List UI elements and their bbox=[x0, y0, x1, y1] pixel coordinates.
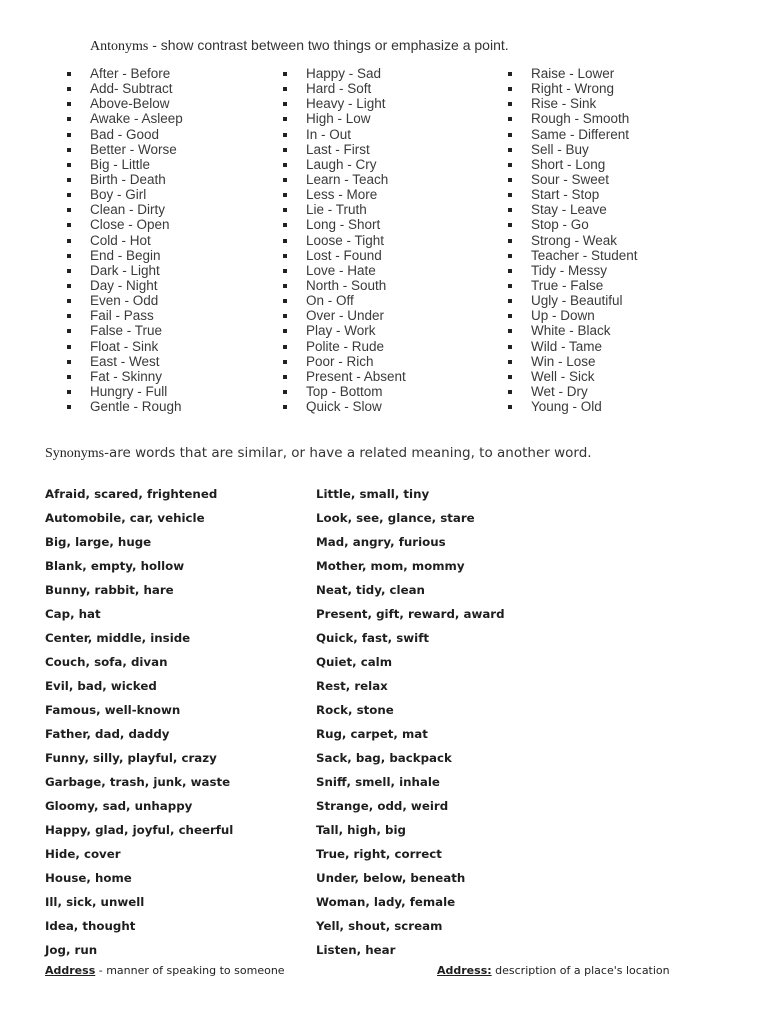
bullet-square-icon bbox=[67, 239, 71, 243]
bullet-square-icon bbox=[508, 117, 512, 121]
antonym-pair bbox=[283, 354, 406, 369]
antonym-pair-text: Boy - Girl bbox=[90, 187, 147, 203]
bullet-square-icon bbox=[67, 360, 71, 364]
bullet-square-icon bbox=[283, 148, 287, 152]
antonym-pair bbox=[508, 96, 638, 111]
bullet-square-icon bbox=[67, 87, 71, 91]
antonym-pair-text: Poor - Rich bbox=[306, 353, 374, 369]
bullet-square-icon bbox=[508, 360, 512, 364]
antonym-pair bbox=[67, 202, 183, 217]
bullet-square-icon bbox=[67, 284, 71, 288]
antonym-pair bbox=[67, 293, 183, 308]
antonym-pair bbox=[508, 187, 638, 202]
bullet-square-icon bbox=[508, 299, 512, 303]
synonym-group: Sniff, smell, inhale bbox=[316, 775, 440, 789]
antonym-pair bbox=[508, 248, 638, 263]
bullet-square-icon bbox=[508, 102, 512, 106]
antonym-pair-text: North - South bbox=[306, 277, 387, 293]
bullet-square-icon bbox=[283, 133, 287, 137]
synonym-group: Ill, sick, unwell bbox=[45, 895, 145, 909]
synonym-group: Mother, mom, mommy bbox=[316, 559, 465, 573]
bullet-square-icon bbox=[283, 329, 287, 333]
antonym-pair-text: True - False bbox=[531, 277, 604, 293]
antonym-pair bbox=[283, 127, 406, 142]
bullet-square-icon bbox=[508, 72, 512, 76]
bullet-square-icon bbox=[508, 375, 512, 379]
antonym-pair bbox=[67, 66, 183, 81]
bullet-square-icon bbox=[67, 148, 71, 152]
antonym-pair bbox=[508, 172, 638, 187]
antonym-pair-text: Tidy - Messy bbox=[531, 262, 608, 278]
bullet-square-icon bbox=[283, 254, 287, 258]
antonym-pair bbox=[67, 172, 183, 187]
antonym-pair-text: Stay - Leave bbox=[531, 202, 607, 218]
synonym-group: Under, below, beneath bbox=[316, 871, 466, 885]
bullet-square-icon bbox=[67, 72, 71, 76]
synonym-group: Hide, cover bbox=[45, 847, 121, 861]
antonym-pair bbox=[67, 263, 183, 278]
antonym-pair-text: On - Off bbox=[306, 293, 354, 309]
antonym-pair-text: Happy - Sad bbox=[306, 66, 382, 81]
antonym-pair bbox=[508, 142, 638, 157]
antonym-pair-text: Hungry - Full bbox=[90, 383, 168, 399]
bullet-square-icon bbox=[67, 329, 71, 333]
bullet-square-icon bbox=[283, 87, 287, 91]
synonyms-heading bbox=[45, 445, 592, 462]
antonym-pair-text: After - Before bbox=[90, 66, 171, 81]
antonym-pair-text: Short - Long bbox=[531, 156, 606, 172]
antonym-pair-text: In - Out bbox=[306, 126, 352, 142]
bullet-square-icon bbox=[283, 269, 287, 273]
synonym-group: Idea, thought bbox=[45, 919, 136, 933]
synonym-group: Afraid, scared, frightened bbox=[45, 487, 218, 501]
bullet-square-icon bbox=[67, 208, 71, 212]
bullet-square-icon bbox=[283, 239, 287, 243]
antonym-pair-text: Sell - Buy bbox=[531, 141, 589, 157]
antonyms-term: Antonyms bbox=[90, 39, 149, 54]
synonym-group: Gloomy, sad, unhappy bbox=[45, 799, 193, 813]
antonym-pair-text: Strong - Weak bbox=[531, 232, 618, 248]
antonym-pair-text: Quick - Slow bbox=[306, 399, 382, 415]
antonym-pair bbox=[508, 384, 638, 399]
synonym-group: Woman, lady, female bbox=[316, 895, 456, 909]
synonym-group: Mad, angry, furious bbox=[316, 535, 446, 549]
antonym-pair bbox=[283, 323, 406, 338]
antonym-pair bbox=[67, 81, 183, 96]
antonym-pair bbox=[283, 202, 406, 217]
bullet-square-icon bbox=[67, 299, 71, 303]
synonym-group: Big, large, huge bbox=[45, 535, 152, 549]
bullet-square-icon bbox=[67, 254, 71, 258]
antonym-pair bbox=[508, 293, 638, 308]
address-definition-1 bbox=[45, 964, 285, 977]
synonym-group: Automobile, car, vehicle bbox=[45, 511, 205, 525]
antonym-pair-text: Rise - Sink bbox=[531, 96, 597, 112]
antonyms-column-1 bbox=[67, 66, 183, 414]
antonym-pair bbox=[67, 96, 183, 111]
antonym-pair-text: Start - Stop bbox=[531, 187, 600, 203]
antonym-pair-text: Well - Sick bbox=[531, 368, 595, 384]
antonym-pair bbox=[283, 399, 406, 414]
antonyms-heading bbox=[90, 37, 509, 55]
address-word: Address bbox=[45, 964, 96, 977]
antonym-pair bbox=[508, 202, 638, 217]
synonym-group: Rest, relax bbox=[316, 679, 388, 693]
synonym-group: Sack, bag, backpack bbox=[316, 751, 452, 765]
bullet-square-icon bbox=[67, 345, 71, 349]
antonym-pair bbox=[508, 127, 638, 142]
antonym-pair bbox=[67, 323, 183, 338]
antonym-pair bbox=[67, 384, 183, 399]
synonym-group: Center, middle, inside bbox=[45, 631, 191, 645]
bullet-square-icon bbox=[283, 284, 287, 288]
address-separator: - bbox=[95, 964, 107, 977]
antonyms-column-2 bbox=[283, 66, 406, 414]
antonym-pair-text: Close - Open bbox=[90, 217, 170, 233]
antonym-pair-text: Teacher - Student bbox=[531, 247, 638, 263]
antonym-pair bbox=[283, 339, 406, 354]
synonym-group: True, right, correct bbox=[316, 847, 442, 861]
synonym-group: Happy, glad, joyful, cheerful bbox=[45, 823, 234, 837]
synonym-group: Rock, stone bbox=[316, 703, 394, 717]
bullet-square-icon bbox=[67, 390, 71, 394]
synonym-group: Little, small, tiny bbox=[316, 487, 430, 501]
antonym-pair-text: End - Begin bbox=[90, 247, 161, 263]
antonym-pair bbox=[283, 217, 406, 232]
antonym-pair bbox=[67, 354, 183, 369]
antonym-pair bbox=[67, 127, 183, 142]
bullet-square-icon bbox=[508, 239, 512, 243]
synonyms-term: Synonyms bbox=[45, 446, 105, 461]
antonym-pair-text: Young - Old bbox=[531, 399, 602, 415]
synonym-group: Blank, empty, hollow bbox=[45, 559, 185, 573]
antonym-pair bbox=[67, 339, 183, 354]
antonym-pair-text: Even - Odd bbox=[90, 293, 159, 309]
antonym-pair-text: Heavy - Light bbox=[306, 96, 386, 112]
antonym-pair bbox=[508, 323, 638, 338]
synonym-group: Couch, sofa, divan bbox=[45, 655, 168, 669]
bullet-square-icon bbox=[283, 345, 287, 349]
antonym-pair-text: Wild - Tame bbox=[531, 338, 603, 354]
antonym-pair-text: Love - Hate bbox=[306, 262, 376, 278]
bullet-square-icon bbox=[67, 314, 71, 318]
antonym-pair-text: Win - Lose bbox=[531, 353, 596, 369]
antonym-pair bbox=[508, 399, 638, 414]
bullet-square-icon bbox=[283, 223, 287, 227]
bullet-square-icon bbox=[283, 72, 287, 76]
antonym-pair-text: Float - Sink bbox=[90, 338, 159, 354]
antonym-pair-text: Less - More bbox=[306, 187, 378, 203]
bullet-square-icon bbox=[67, 102, 71, 106]
antonym-pair bbox=[508, 233, 638, 248]
antonym-pair-text: Fail - Pass bbox=[90, 308, 154, 324]
bullet-square-icon bbox=[283, 405, 287, 409]
antonym-pair bbox=[283, 293, 406, 308]
antonym-pair-text: Laugh - Cry bbox=[306, 156, 377, 172]
antonym-pair bbox=[508, 339, 638, 354]
antonym-pair bbox=[508, 308, 638, 323]
antonym-pair bbox=[283, 142, 406, 157]
synonym-group: Rug, carpet, mat bbox=[316, 727, 428, 741]
antonym-pair bbox=[67, 142, 183, 157]
bullet-square-icon bbox=[508, 314, 512, 318]
synonym-group: Quiet, calm bbox=[316, 655, 392, 669]
antonym-pair bbox=[283, 308, 406, 323]
bullet-square-icon bbox=[508, 148, 512, 152]
antonym-pair-text: Last - First bbox=[306, 141, 370, 157]
antonym-pair bbox=[283, 81, 406, 96]
bullet-square-icon bbox=[508, 329, 512, 333]
bullet-square-icon bbox=[508, 254, 512, 258]
antonym-pair-text: Dark - Light bbox=[90, 262, 160, 278]
antonym-pair bbox=[283, 111, 406, 126]
bullet-square-icon bbox=[67, 133, 71, 137]
synonym-group: Funny, silly, playful, crazy bbox=[45, 751, 217, 765]
synonym-group: Strange, odd, weird bbox=[316, 799, 449, 813]
bullet-square-icon bbox=[508, 223, 512, 227]
bullet-square-icon bbox=[508, 208, 512, 212]
antonym-pair-text: Day - Night bbox=[90, 277, 158, 293]
antonym-pair bbox=[283, 187, 406, 202]
antonym-pair-text: Lie - Truth bbox=[306, 202, 367, 218]
bullet-square-icon bbox=[283, 117, 287, 121]
bullet-square-icon bbox=[283, 299, 287, 303]
synonym-group: Yell, shout, scream bbox=[316, 919, 443, 933]
bullet-square-icon bbox=[508, 405, 512, 409]
antonym-pair-text: Same - Different bbox=[531, 126, 630, 142]
bullet-square-icon bbox=[67, 117, 71, 121]
antonym-pair bbox=[508, 111, 638, 126]
synonym-group: Neat, tidy, clean bbox=[316, 583, 425, 597]
antonym-pair-text: High - Low bbox=[306, 111, 371, 127]
synonym-group: Present, gift, reward, award bbox=[316, 607, 505, 621]
antonym-pair bbox=[283, 157, 406, 172]
antonym-pair-text: Sour - Sweet bbox=[531, 171, 610, 187]
antonym-pair bbox=[283, 96, 406, 111]
bullet-square-icon bbox=[283, 360, 287, 364]
antonym-pair bbox=[508, 354, 638, 369]
antonym-pair-text: Add- Subtract bbox=[90, 81, 173, 97]
bullet-square-icon bbox=[67, 375, 71, 379]
antonym-pair bbox=[67, 233, 183, 248]
antonym-pair bbox=[67, 248, 183, 263]
antonym-pair-text: Lost - Found bbox=[306, 247, 382, 263]
antonym-pair-text: White - Black bbox=[531, 323, 611, 339]
antonym-pair-text: East - West bbox=[90, 353, 160, 369]
antonym-pair-text: Awake - Asleep bbox=[90, 111, 183, 127]
bullet-square-icon bbox=[508, 284, 512, 288]
bullet-square-icon bbox=[283, 375, 287, 379]
bullet-square-icon bbox=[67, 193, 71, 197]
antonym-pair bbox=[283, 263, 406, 278]
antonym-pair bbox=[508, 263, 638, 278]
antonym-pair-text: Loose - Tight bbox=[306, 232, 385, 248]
synonyms-column-1 bbox=[45, 484, 233, 964]
synonym-group: Father, dad, daddy bbox=[45, 727, 170, 741]
antonym-pair bbox=[67, 308, 183, 323]
bullet-square-icon bbox=[283, 314, 287, 318]
antonym-pair-text: Hard - Soft bbox=[306, 81, 372, 97]
address-definition-2 bbox=[437, 964, 670, 977]
synonym-group: Bunny, rabbit, hare bbox=[45, 583, 174, 597]
antonym-pair bbox=[283, 369, 406, 384]
address-meaning: description of a place's location bbox=[495, 964, 670, 977]
antonym-pair bbox=[508, 81, 638, 96]
antonym-pair bbox=[508, 157, 638, 172]
bullet-square-icon bbox=[67, 163, 71, 167]
bullet-square-icon bbox=[283, 163, 287, 167]
synonym-group: Listen, hear bbox=[316, 943, 396, 957]
antonym-pair-text: Birth - Death bbox=[90, 171, 166, 187]
antonym-pair-text: Above-Below bbox=[90, 96, 170, 112]
antonym-pair-text: Over - Under bbox=[306, 308, 385, 324]
bullet-square-icon bbox=[508, 269, 512, 273]
bullet-square-icon bbox=[508, 87, 512, 91]
synonym-group: Evil, bad, wicked bbox=[45, 679, 157, 693]
antonym-pair-text: Play - Work bbox=[306, 323, 376, 339]
antonym-pair bbox=[283, 248, 406, 263]
antonyms-column-3 bbox=[508, 66, 638, 414]
antonym-pair-text: Top - Bottom bbox=[306, 383, 383, 399]
antonym-pair bbox=[67, 187, 183, 202]
synonym-group: Jog, run bbox=[45, 943, 98, 957]
antonym-pair-text: Present - Absent bbox=[306, 368, 406, 384]
synonyms-column-2 bbox=[316, 484, 505, 964]
antonym-pair-text: Fat - Skinny bbox=[90, 368, 163, 384]
antonym-pair bbox=[508, 66, 638, 81]
antonym-pair-text: Better - Worse bbox=[90, 141, 177, 157]
antonym-pair-text: Learn - Teach bbox=[306, 171, 389, 187]
bullet-square-icon bbox=[67, 178, 71, 182]
antonym-pair bbox=[67, 111, 183, 126]
synonym-group: House, home bbox=[45, 871, 132, 885]
antonym-pair-text: Wet - Dry bbox=[531, 383, 588, 399]
antonym-pair-text: Big - Little bbox=[90, 156, 151, 172]
bullet-square-icon bbox=[508, 133, 512, 137]
bullet-square-icon bbox=[283, 102, 287, 106]
synonym-group: Quick, fast, swift bbox=[316, 631, 429, 645]
synonym-group: Look, see, glance, stare bbox=[316, 511, 475, 525]
synonym-group: Famous, well-known bbox=[45, 703, 181, 717]
antonym-pair-text: Up - Down bbox=[531, 308, 595, 324]
antonym-pair bbox=[67, 399, 183, 414]
antonym-pair-text: Rough - Smooth bbox=[531, 111, 630, 127]
antonym-pair bbox=[67, 157, 183, 172]
bullet-square-icon bbox=[283, 178, 287, 182]
antonym-pair-text: Raise - Lower bbox=[531, 66, 615, 81]
antonym-pair bbox=[283, 233, 406, 248]
antonym-pair-text: Clean - Dirty bbox=[90, 202, 166, 218]
antonyms-definition: - show contrast between two things or emphasize a point. bbox=[148, 37, 509, 53]
antonym-pair-text: Right - Wrong bbox=[531, 81, 615, 97]
synonyms-definition: -are words that are similar, or have a related meaning, to another word. bbox=[104, 445, 592, 461]
synonym-group: Cap, hat bbox=[45, 607, 101, 621]
antonym-pair bbox=[283, 278, 406, 293]
antonym-pair bbox=[67, 217, 183, 232]
antonym-pair-text: Bad - Good bbox=[90, 126, 160, 142]
antonym-pair-text: Cold - Hot bbox=[90, 232, 151, 248]
synonym-group: Tall, high, big bbox=[316, 823, 406, 837]
bullet-square-icon bbox=[67, 405, 71, 409]
antonym-pair bbox=[283, 66, 406, 81]
antonym-pair-text: Polite - Rude bbox=[306, 338, 385, 354]
antonym-pair bbox=[67, 278, 183, 293]
bullet-square-icon bbox=[508, 178, 512, 182]
synonym-group: Garbage, trash, junk, waste bbox=[45, 775, 231, 789]
antonym-pair bbox=[283, 384, 406, 399]
antonym-pair-text: Long - Short bbox=[306, 217, 381, 233]
antonym-pair-text: False - True bbox=[90, 323, 163, 339]
antonym-pair bbox=[508, 217, 638, 232]
bullet-square-icon bbox=[283, 193, 287, 197]
bullet-square-icon bbox=[508, 390, 512, 394]
bullet-square-icon bbox=[508, 193, 512, 197]
bullet-square-icon bbox=[508, 345, 512, 349]
bullet-square-icon bbox=[508, 163, 512, 167]
antonym-pair-text: Gentle - Rough bbox=[90, 399, 182, 415]
address-meaning: manner of speaking to someone bbox=[106, 964, 285, 977]
antonym-pair bbox=[508, 369, 638, 384]
antonym-pair-text: Ugly - Beautiful bbox=[531, 293, 623, 309]
address-word: Address: bbox=[437, 964, 492, 977]
bullet-square-icon bbox=[67, 269, 71, 273]
bullet-square-icon bbox=[67, 223, 71, 227]
bullet-square-icon bbox=[283, 208, 287, 212]
antonym-pair bbox=[508, 278, 638, 293]
bullet-square-icon bbox=[283, 390, 287, 394]
antonym-pair bbox=[67, 369, 183, 384]
antonym-pair bbox=[283, 172, 406, 187]
antonym-pair-text: Stop - Go bbox=[531, 217, 589, 233]
